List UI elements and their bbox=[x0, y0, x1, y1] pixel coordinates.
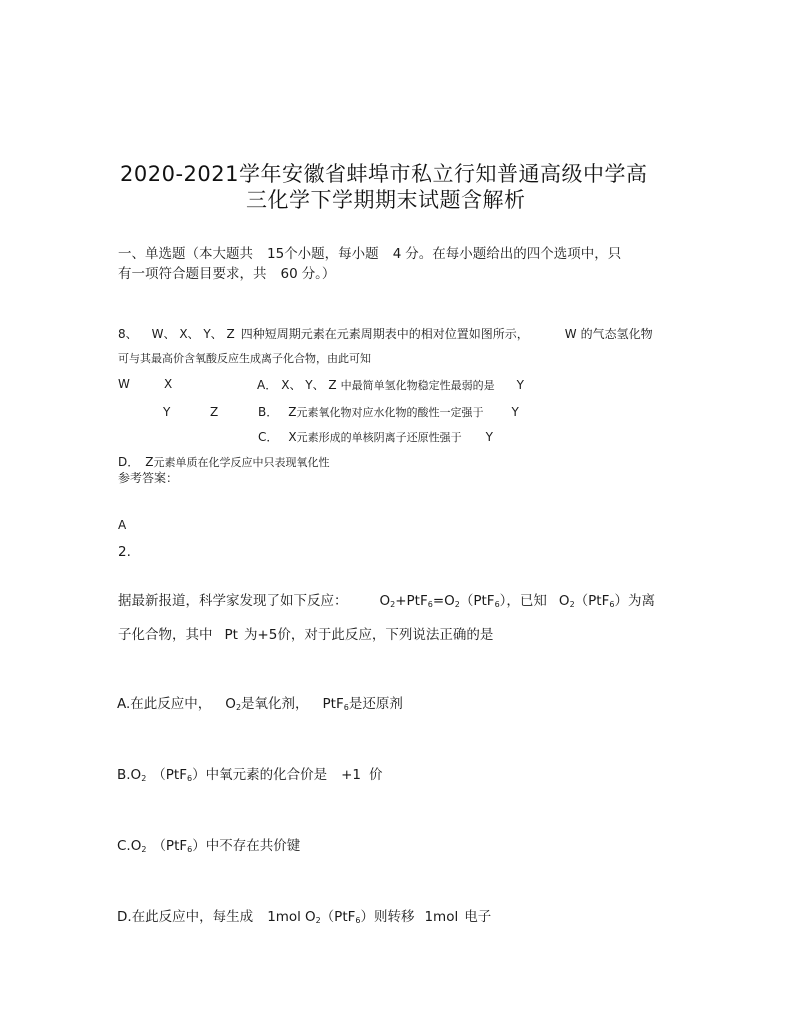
eq-sub: 6 bbox=[187, 845, 193, 854]
option-var: X bbox=[288, 430, 297, 444]
eq-part: （PtF bbox=[459, 593, 495, 609]
option-value: 1mol bbox=[267, 909, 301, 925]
q8-text: 的气态氢化物 bbox=[580, 327, 653, 341]
q2-option-d[interactable] bbox=[117, 905, 491, 925]
eq-sub: 2 bbox=[141, 845, 147, 854]
q2-text: 子化合物，其中 bbox=[118, 627, 213, 643]
table-cell-x: X bbox=[164, 377, 173, 391]
option-text: ）则转移 bbox=[360, 909, 415, 925]
option-text: 在此反应中，每生成 bbox=[131, 909, 254, 925]
option-text: 是还原剂 bbox=[348, 696, 403, 712]
option-label: A． bbox=[257, 378, 278, 392]
points-each: 4 bbox=[392, 246, 402, 262]
question-count: 15 bbox=[267, 246, 285, 262]
q2-stem-line2 bbox=[118, 623, 493, 643]
section-text: 分。） bbox=[301, 266, 336, 282]
option-end: Y bbox=[516, 378, 524, 392]
option-text: （PtF bbox=[152, 838, 188, 854]
title-text: 学年安徽省蚌埠市私立行知普通高级中学高 bbox=[238, 162, 648, 186]
q2-text: 为离 bbox=[627, 593, 655, 609]
option-label: D. bbox=[117, 909, 132, 925]
eq-sub: 6 bbox=[186, 774, 193, 783]
q2-number: 2. bbox=[118, 544, 131, 560]
eq-sub: 2 bbox=[390, 600, 396, 609]
q2-text: ，已知 bbox=[506, 593, 547, 609]
eq-sub: 6 bbox=[427, 600, 433, 609]
eq-sub: 2 bbox=[141, 774, 147, 783]
option-text: 在此反应中， bbox=[130, 696, 212, 712]
option-chem: PtF bbox=[322, 696, 344, 712]
option-vars: X、 Y、 Z bbox=[281, 378, 337, 392]
eq-part: +PtF bbox=[395, 593, 428, 609]
option-text: ）中氧元素的化合价是 bbox=[192, 767, 328, 783]
eq-sub: 6 bbox=[609, 600, 615, 609]
q8-stem-line2: 可与其最高价含氧酸反应生成离子化合物，由此可知 bbox=[118, 352, 371, 365]
option-end: Y bbox=[485, 430, 493, 444]
option-value: 1mol bbox=[424, 909, 459, 925]
table-cell-z: Z bbox=[210, 405, 219, 419]
q2-equation bbox=[380, 593, 507, 609]
section-text: 有一项符合题目要求，共 bbox=[118, 266, 267, 282]
option-label: C.O bbox=[117, 838, 142, 854]
q2-option-c[interactable] bbox=[117, 834, 300, 854]
eq-sub: 2 bbox=[569, 600, 575, 609]
q8-option-a[interactable] bbox=[257, 376, 524, 393]
q8-option-d[interactable] bbox=[118, 453, 329, 470]
option-text: 价 bbox=[368, 767, 383, 783]
option-label: B． bbox=[258, 405, 279, 419]
q2-stem-line1 bbox=[118, 589, 655, 609]
section-text: 个小题，每小题 bbox=[284, 246, 379, 262]
option-label: A. bbox=[117, 696, 131, 712]
eq-sub: 2 bbox=[315, 916, 321, 925]
q2-compound bbox=[559, 593, 628, 609]
eq-part: =O bbox=[432, 593, 455, 609]
q2-option-a[interactable] bbox=[117, 692, 403, 712]
option-text: 元素形成的单核阴离子还原性强于 bbox=[296, 431, 462, 444]
reference-answer-label: 参考答案： bbox=[118, 471, 179, 485]
eq-part: ） bbox=[499, 593, 507, 609]
eq-part: O bbox=[379, 593, 391, 609]
q8-number: 8、 bbox=[118, 327, 138, 341]
q8-stem-line1 bbox=[118, 325, 653, 342]
q8-variables: W、 X、 Y、 Z bbox=[151, 327, 235, 341]
option-text: ）中不存在共价键 bbox=[192, 838, 301, 854]
option-label: C． bbox=[258, 430, 279, 444]
eq-part: ） bbox=[614, 593, 628, 609]
option-text: 中最简单氢化物稳定性最弱的是 bbox=[340, 379, 495, 392]
eq-sub: 2 bbox=[235, 703, 242, 712]
page-title-line2: 三化学下学期期末试题含解析 bbox=[246, 188, 526, 212]
option-label: D． bbox=[118, 455, 140, 469]
eq-part: （PtF bbox=[574, 593, 610, 609]
option-var: Z bbox=[145, 455, 154, 469]
eq-part: O bbox=[558, 593, 570, 609]
option-text: 电子 bbox=[464, 909, 492, 925]
section-header-line2 bbox=[118, 262, 335, 282]
eq-sub: 6 bbox=[355, 916, 361, 925]
option-text: 元素单质在化学反应中只表现氧化性 bbox=[153, 456, 330, 469]
q2-option-b[interactable] bbox=[117, 763, 382, 783]
option-var: Z bbox=[288, 405, 297, 419]
q8-option-c[interactable] bbox=[258, 428, 493, 445]
q2-text: 为+5价，对于此反应，下列说法正确的是 bbox=[243, 627, 494, 643]
q2-text: 据最新报道，科学家发现了如下反应： bbox=[118, 593, 348, 609]
reference-answer-value: A bbox=[118, 518, 127, 532]
eq-sub: 6 bbox=[494, 600, 500, 609]
option-text: 元素氧化物对应水化物的酸性一定强于 bbox=[296, 406, 484, 419]
option-value: +1 bbox=[341, 767, 361, 783]
q2-pt: Pt bbox=[224, 627, 238, 643]
q8-option-b[interactable] bbox=[258, 403, 519, 420]
option-text: （PtF bbox=[152, 767, 187, 783]
section-header-line1 bbox=[118, 242, 621, 262]
option-text: （PtF bbox=[320, 909, 356, 925]
option-label: B.O bbox=[117, 767, 142, 783]
option-end: Y bbox=[511, 405, 519, 419]
table-cell-w: W bbox=[118, 377, 130, 391]
eq-sub: 2 bbox=[454, 600, 460, 609]
option-text: 是氧化剂， bbox=[241, 696, 309, 712]
eq-sub: 6 bbox=[343, 703, 349, 712]
table-cell-y: Y bbox=[163, 405, 171, 419]
option-chem: O bbox=[225, 696, 236, 712]
title-year: 2020-2021 bbox=[120, 162, 239, 186]
q8-text: 四种短周期元素在元素周期表中的相对位置如图所示， bbox=[240, 327, 529, 341]
section-text: 分。在每小题给出的四个选项中，只 bbox=[405, 246, 622, 262]
option-chem: O bbox=[304, 909, 316, 925]
q8-w: W bbox=[564, 327, 577, 341]
total-points: 60 bbox=[280, 266, 298, 282]
section-text: 一、单选题（本大题共 bbox=[118, 246, 253, 262]
